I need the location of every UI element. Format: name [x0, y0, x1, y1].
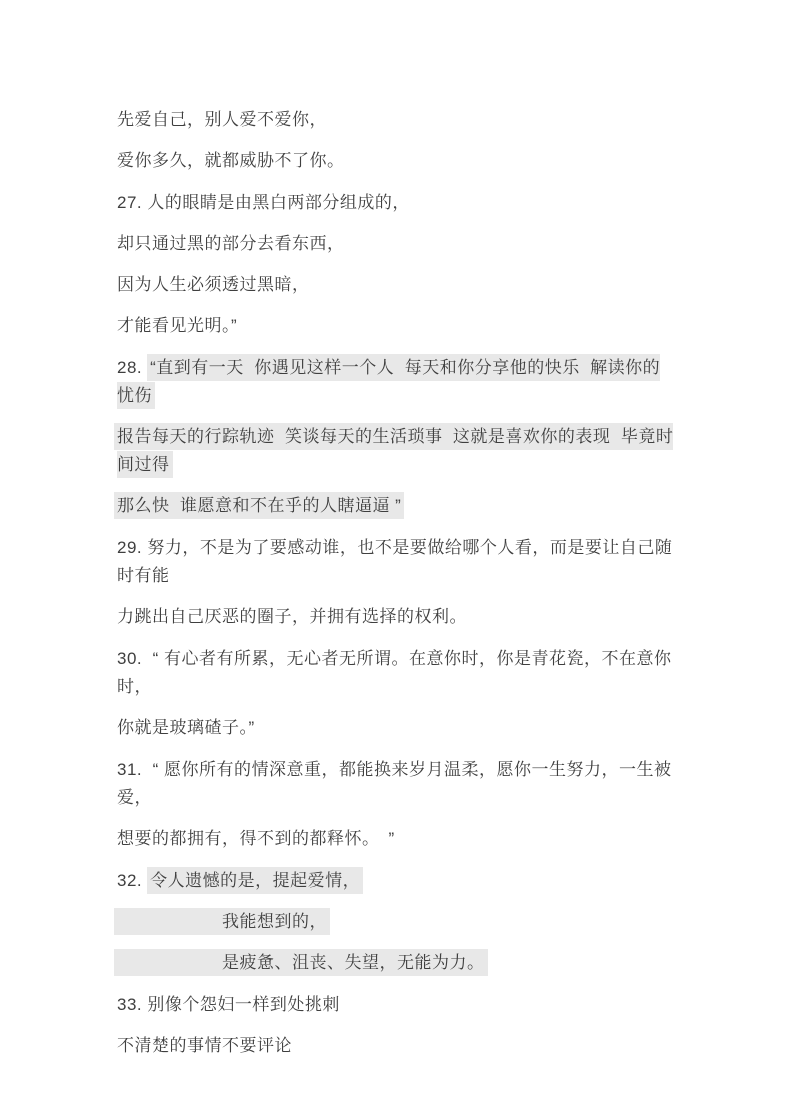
- quote-line: 31. “ 愿你所有的情深意重，都能换来岁月温柔，愿你一生努力，一生被爱，: [117, 760, 672, 807]
- highlighted-text: 令人遗憾的是，提起爱情，: [147, 867, 363, 894]
- quote-26-continuation: [117, 106, 675, 175]
- quote-line: 30. “ 有心者有所累，无心者无所谓。在意你时，你是青花瓷，不在意你时，: [117, 649, 672, 696]
- quote-27: [117, 189, 675, 340]
- highlighted-text: 报告每天的行踪轨迹 笑谈每天的生活琐事 这就是喜欢你的表现 毕竟时间过得: [114, 423, 673, 478]
- quote-line: 不清楚的事情不要评论: [117, 1036, 292, 1055]
- quote-line: 27. 人的眼睛是由黑白两部分组成的，: [117, 193, 410, 212]
- quote-line: [117, 492, 675, 520]
- quote-line: 却只通过黑的部分去看东西，: [117, 234, 345, 253]
- quote-line: 33. 别像个怨妇一样到处挑刺: [117, 995, 340, 1014]
- highlighted-text: “直到有一天 你遇见这样一个人 每天和你分享他的快乐 解读你的忧伤: [117, 354, 660, 409]
- quote-line: 因为人生必须透过黑暗，: [117, 275, 310, 294]
- highlighted-text: 那么快 谁愿意和不在乎的人瞎逼逼 ”: [114, 492, 404, 519]
- quote-line: 先爱自己，别人爱不爱你，: [117, 110, 327, 129]
- quote-line: [117, 867, 675, 895]
- quote-line: 爱你多久，就都威胁不了你。: [117, 151, 345, 170]
- quote-line: [117, 949, 675, 977]
- quote-number: 32.: [117, 871, 143, 890]
- quote-line: 才能看见光明。”: [117, 316, 238, 335]
- quote-line: [117, 423, 675, 479]
- quote-line: 你就是玻璃碴子。”: [117, 718, 255, 737]
- quote-line: 想要的都拥有，得不到的都释怀。 ”: [117, 829, 395, 848]
- highlighted-text: 是疲惫、沮丧、失望，无能为力。: [114, 949, 488, 976]
- highlighted-text: 我能想到的，: [114, 908, 330, 935]
- quote-29: [117, 534, 675, 631]
- quote-28: [117, 354, 675, 520]
- quote-33: [117, 991, 675, 1060]
- quote-line: [117, 908, 675, 936]
- quote-30: [117, 645, 675, 742]
- quote-line: 29. 努力，不是为了要感动谁，也不是要做给哪个人看，而是要让自己随时有能: [117, 538, 673, 585]
- quote-number: 28.: [117, 358, 143, 377]
- quote-line: [117, 354, 675, 410]
- quote-31: [117, 756, 675, 853]
- quote-line: 力跳出自己厌恶的圈子，并拥有选择的权利。: [117, 607, 467, 626]
- quote-32: [117, 867, 675, 977]
